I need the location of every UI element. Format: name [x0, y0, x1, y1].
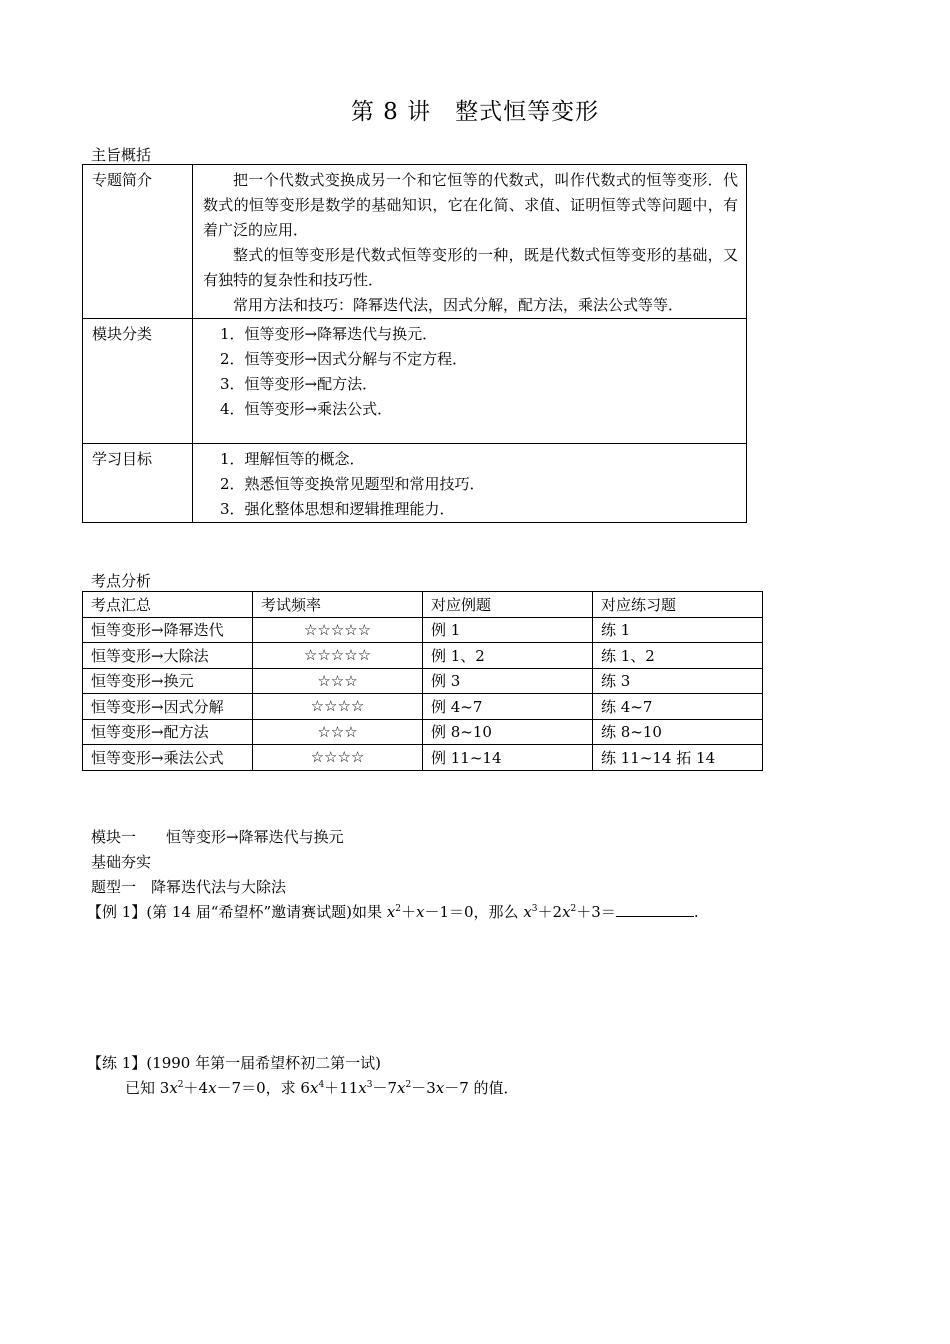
equation-render: $3x^2+4x-7=0$: [159, 1079, 266, 1097]
intro-content: [193, 165, 747, 319]
table-row: [83, 668, 763, 694]
module-item: 1．恒等变形→降幂迭代与换元．: [220, 325, 438, 343]
example-text: 如果: [351, 903, 387, 921]
table-row: [83, 617, 763, 643]
table-row: [83, 745, 763, 771]
table-row: [83, 643, 763, 669]
expression-render: $x^3+2x^2+3=$: [523, 903, 616, 921]
example-cell: 例 3: [423, 668, 593, 694]
example-cell: 例 1、2: [423, 643, 593, 669]
summary-section-label: 主旨概括: [91, 146, 152, 164]
example-end: .: [693, 903, 699, 921]
table-row: [83, 694, 763, 720]
foundation-label: 基础夯实: [91, 853, 152, 871]
table-row: [83, 719, 763, 745]
goal-item: 3．强化整体思想和逻辑推理能力．: [220, 500, 455, 518]
example-cell: 例 1: [423, 617, 593, 643]
topic-cell: 恒等变形→配方法: [83, 719, 253, 745]
topic-cell: 恒等变形→大除法: [83, 643, 253, 669]
practice-cell: 练 11~14 拓 14: [593, 745, 763, 771]
page-title: 第 8 讲 整式恒等变形: [350, 99, 600, 125]
topic-cell: 恒等变形→换元: [83, 668, 253, 694]
frequency-cell: ☆☆☆: [253, 719, 423, 745]
example-text: ，那么: [473, 903, 524, 921]
example-tag: 【例 1】: [87, 903, 147, 921]
topic-cell: 恒等变形→因式分解: [83, 694, 253, 720]
header-cell: 对应练习题: [593, 592, 763, 618]
module-item: 4．恒等变形→乘法公式．: [220, 400, 393, 418]
practice-source: (1990 年第一届希望杯初二第一试): [146, 1054, 381, 1072]
type-heading: 题型一 降幂迭代法与大除法: [91, 878, 287, 896]
practice-text: 的值．: [468, 1079, 519, 1097]
topic-cell: 恒等变形→乘法公式: [83, 745, 253, 771]
module-label: 模块分类: [83, 319, 193, 444]
module-item: 3．恒等变形→配方法．: [220, 375, 378, 393]
frequency-cell: ☆☆☆☆☆: [253, 617, 423, 643]
intro-label: 专题简介: [83, 165, 193, 319]
goal-item: 1．理解恒等的概念．: [220, 450, 365, 468]
practice-tag: 【练 1】: [87, 1054, 147, 1072]
practice-cell: 练 1、2: [593, 643, 763, 669]
module-item: 2．恒等变形→因式分解与不定方程．: [220, 350, 468, 368]
header-cell: 对应例题: [423, 592, 593, 618]
example-cell: 例 11~14: [423, 745, 593, 771]
example-cell: 例 4~7: [423, 694, 593, 720]
intro-paragraph: 把一个代数式变换成另一个和它恒等的代数式，叫作代数式的恒等变形．代数式的恒等变形是数学的基础知识，它在化简、求值、证明恒等式等问题中，有着广泛的应用．: [203, 171, 738, 239]
expression-render: $6x^4+11x^3-7x^2-3x-7$: [300, 1079, 469, 1097]
topic-cell: 恒等变形→降幂迭代: [83, 617, 253, 643]
exam-section-label: 考点分析: [91, 572, 152, 590]
example-cell: 例 8~10: [423, 719, 593, 745]
practice-1-heading: [87, 1052, 381, 1073]
intro-paragraph: 常用方法和技巧：降幂迭代法，因式分解，配方法，乘法公式等等．: [233, 296, 684, 314]
intro-paragraph: 整式的恒等变形是代数式恒等变形的一种，既是代数式恒等变形的基础，又有独特的复杂性和技巧性．: [203, 246, 738, 289]
practice-text: ，求: [265, 1079, 301, 1097]
header-cell: 考试频率: [253, 592, 423, 618]
answer-blank: [616, 902, 694, 917]
practice-cell: 练 8~10: [593, 719, 763, 745]
goal-list: [193, 444, 747, 523]
frequency-cell: ☆☆☆☆: [253, 694, 423, 720]
practice-cell: 练 1: [593, 617, 763, 643]
module-heading: 模块一 恒等变形→降幂迭代与换元: [91, 828, 344, 846]
exam-table: [82, 591, 763, 771]
practice-cell: 练 4~7: [593, 694, 763, 720]
frequency-cell: ☆☆☆☆: [253, 745, 423, 771]
summary-table: [82, 164, 747, 523]
goal-label: 学习目标: [83, 444, 193, 523]
practice-text: 已知: [125, 1079, 160, 1097]
header-cell: 考点汇总: [83, 592, 253, 618]
goal-item: 2．熟悉恒等变换常见题型和常用技巧．: [220, 475, 485, 493]
table-header-row: [83, 592, 763, 618]
example-1: [87, 901, 699, 922]
example-source: (第 14 届“希望杯”邀请赛试题): [146, 903, 352, 921]
frequency-cell: ☆☆☆: [253, 668, 423, 694]
practice-cell: 练 3: [593, 668, 763, 694]
frequency-cell: ☆☆☆☆☆: [253, 643, 423, 669]
equation-render: $x^2+x-1=0$: [386, 903, 474, 921]
practice-1-body: [125, 1077, 519, 1098]
module-list: [193, 319, 747, 444]
